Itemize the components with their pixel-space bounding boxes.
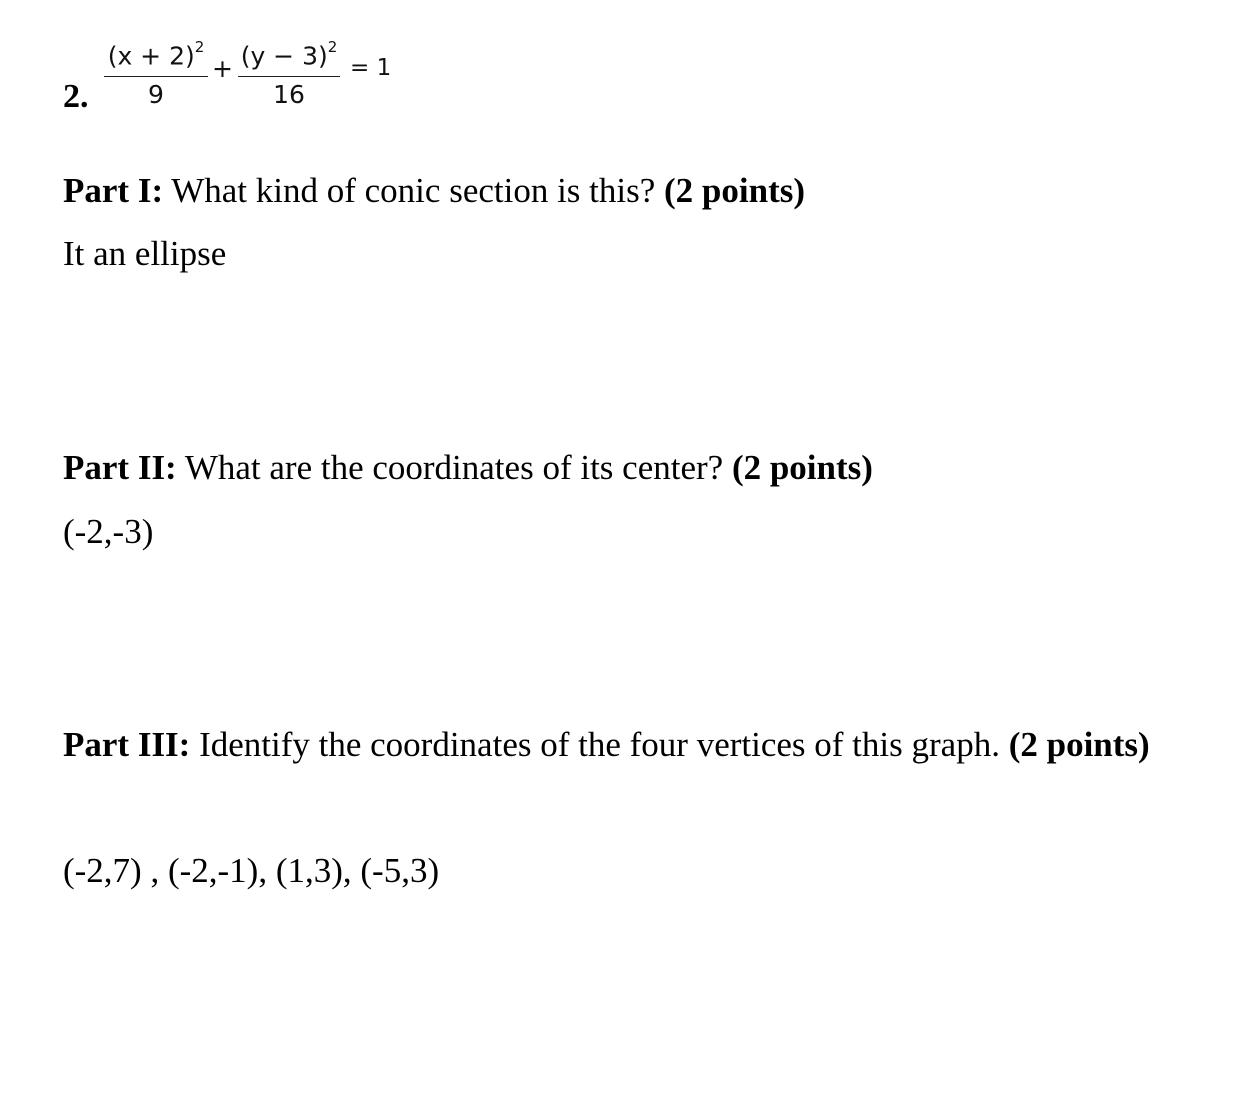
x-numerator-text: (x + 2) <box>107 41 195 71</box>
part-2-label: Part II: <box>63 448 177 487</box>
problem-number: 2. <box>63 78 89 115</box>
part-2-question-text: What are the coordinates of its center? <box>176 448 732 487</box>
part-3-points: (2 points) <box>1008 725 1150 764</box>
x-exponent: 2 <box>194 38 205 56</box>
part-3-question-text: Identify the coordinates of the four vertices of this graph. <box>190 725 1009 764</box>
y-numerator-text: (y − 3) <box>240 41 328 71</box>
part-1-question <box>63 173 805 208</box>
part-2-question <box>63 450 873 485</box>
part-1-question-text: What kind of conic section is this? <box>163 171 665 210</box>
part-3-label: Part III: <box>63 725 191 764</box>
part-2-points: (2 points) <box>731 448 873 487</box>
part-3-question <box>63 727 1150 762</box>
part-3-answer: (-2,7) , (-2,-1), (1,3), (-5,3) <box>63 851 440 890</box>
y-exponent: 2 <box>327 38 338 56</box>
part-2-answer: (-2,-3) <box>63 512 154 551</box>
equals-one: = 1 <box>350 55 392 81</box>
fraction-x-denominator: 9 <box>148 80 164 110</box>
fraction-y-numerator <box>238 32 340 77</box>
part-1-label: Part I: <box>63 171 164 210</box>
fraction-x-numerator <box>104 32 208 77</box>
part-1-points: (2 points) <box>664 171 806 210</box>
plus-sign: + <box>212 54 233 83</box>
fraction-y-denominator: 16 <box>273 80 305 110</box>
fraction-y-term <box>238 32 340 113</box>
part-1-answer: It an ellipse <box>63 234 227 273</box>
fraction-x-term <box>104 32 208 113</box>
